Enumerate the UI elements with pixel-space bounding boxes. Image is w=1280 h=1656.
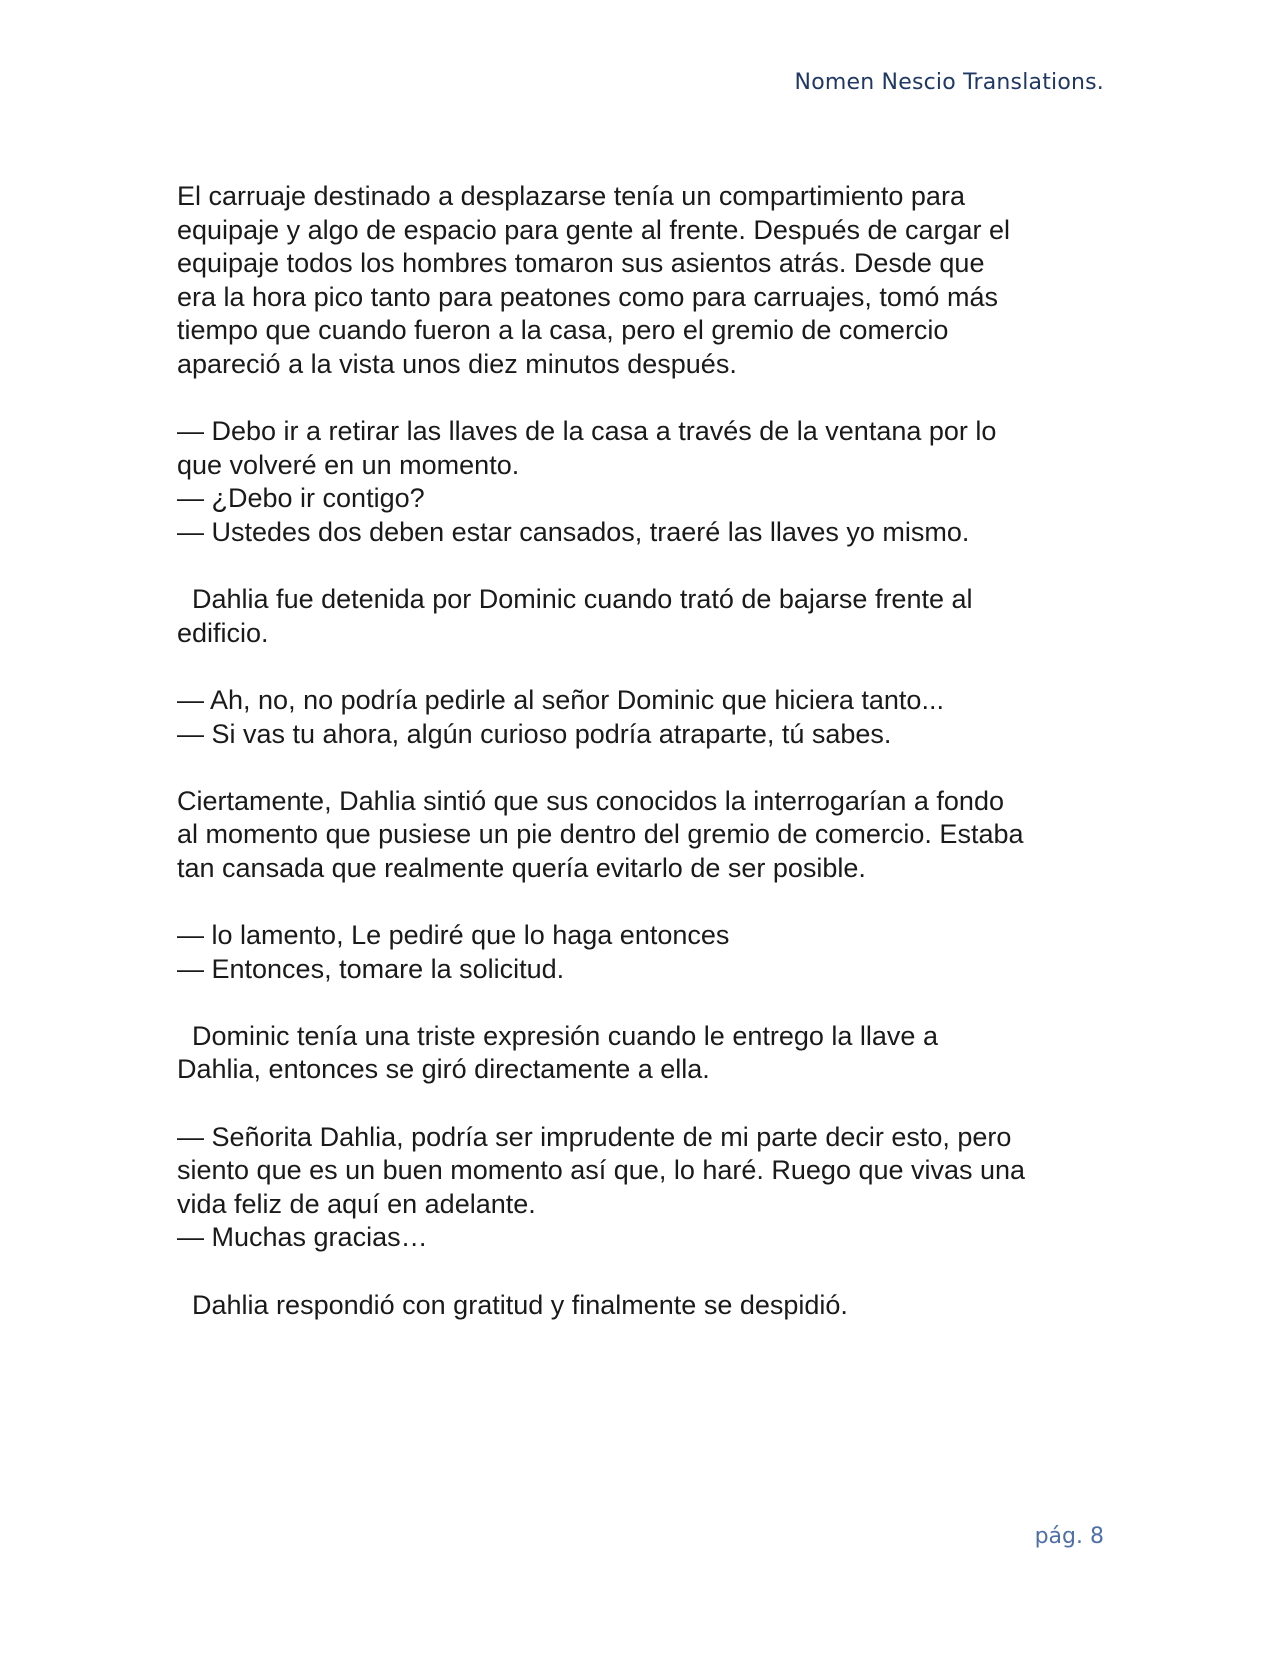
text-line: — Ah, no, no podría pedirle al señor Dominic que hiciera tanto... xyxy=(177,684,944,715)
text-line: Ciertamente, Dahlia sintió que sus conocidos la interrogarían a fondo xyxy=(177,785,1004,816)
text-line: tiempo que cuando fueron a la casa, pero el gremio de comercio xyxy=(177,315,949,346)
blank-line xyxy=(177,550,1107,584)
blank-line xyxy=(177,751,1107,785)
text-line: — Ustedes dos deben estar cansados, traeré las llaves yo mismo. xyxy=(177,516,970,547)
text-line: Dahlia respondió con gratitud y finalmente se despidió. xyxy=(177,1289,848,1320)
text-line: edificio. xyxy=(177,617,269,648)
blank-line xyxy=(177,1087,1107,1121)
blank-line xyxy=(177,650,1107,684)
text-line: Dahlia fue detenida por Dominic cuando trató de bajarse frente al xyxy=(177,584,973,615)
document-body xyxy=(177,180,1107,1322)
page-number: pág. 8 xyxy=(1034,1524,1104,1549)
text-line: — Entonces, tomare la solicitud. xyxy=(177,953,565,984)
text-line: Dahlia, entonces se giró directamente a ella. xyxy=(177,1054,710,1085)
text-line: El carruaje destinado a desplazarse tenía un compartimiento para xyxy=(177,181,965,211)
text-line: — lo lamento, Le pediré que lo haga entonces xyxy=(177,920,730,951)
text-line: — Debo ir a retirar las llaves de la casa a través de la ventana por lo xyxy=(177,416,997,447)
text-line: tan cansada que realmente quería evitarlo de ser posible. xyxy=(177,852,866,883)
text-line: que volveré en un momento. xyxy=(177,449,520,480)
text-line: apareció a la vista unos diez minutos después. xyxy=(177,348,737,379)
text-line: — Muchas gracias… xyxy=(177,1222,428,1253)
blank-line xyxy=(177,986,1107,1020)
text-line: era la hora pico tanto para peatones como para carruajes, tomó más xyxy=(177,281,998,312)
text-line: siento que es un buen momento así que, lo haré. Ruego que vivas una xyxy=(177,1155,1026,1186)
text-line: Dominic tenía una triste expresión cuando le entrego la llave a xyxy=(177,1020,938,1051)
page-header: Nomen Nescio Translations. xyxy=(794,70,1104,95)
blank-line xyxy=(177,1255,1107,1289)
text-line: equipaje todos los hombres tomaron sus asientos atrás. Desde que xyxy=(177,248,985,279)
text-line: — ¿Debo ir contigo? xyxy=(177,483,425,514)
text-line: vida feliz de aquí en adelante. xyxy=(177,1188,536,1219)
blank-line xyxy=(177,382,1107,416)
text-line: al momento que pusiese un pie dentro del gremio de comercio. Estaba xyxy=(177,819,1024,850)
text-line: equipaje y algo de espacio para gente al frente. Después de cargar el xyxy=(177,214,1011,245)
text-line: — Si vas tu ahora, algún curioso podría atraparte, tú sabes. xyxy=(177,718,892,749)
text-line: — Señorita Dahlia, podría ser imprudente de mi parte decir esto, pero xyxy=(177,1121,1012,1152)
blank-line xyxy=(177,885,1107,919)
